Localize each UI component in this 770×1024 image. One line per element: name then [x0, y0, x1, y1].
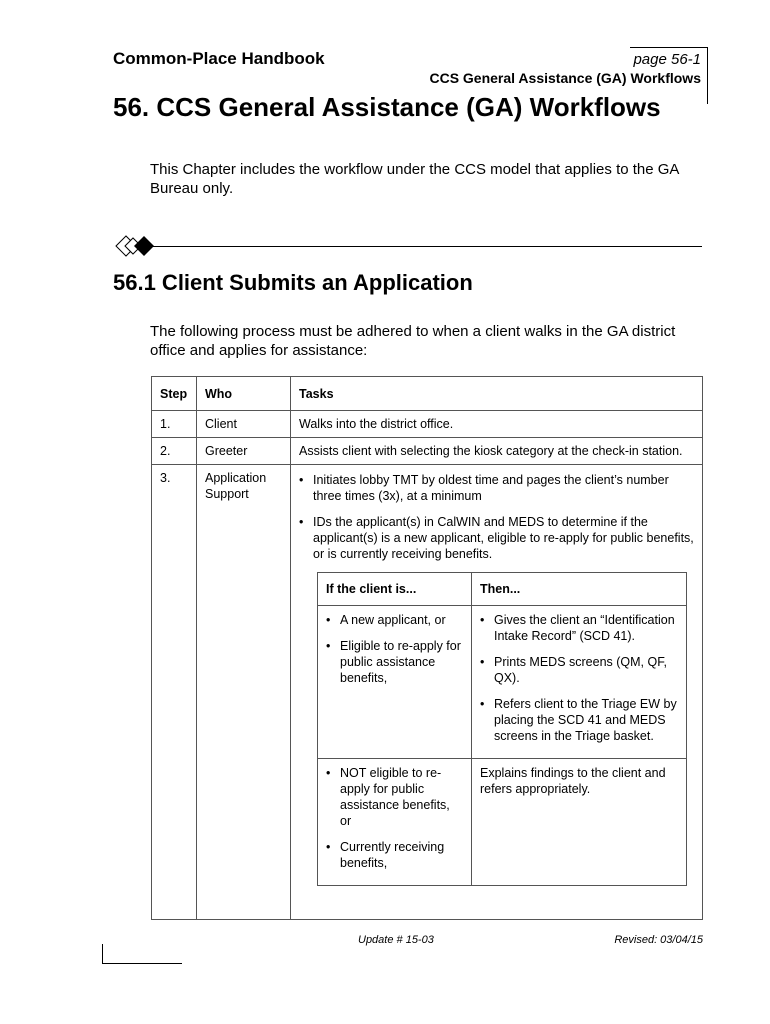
- table-row: [152, 411, 703, 438]
- footer-revised: Revised: 03/04/15: [614, 934, 703, 946]
- action-text: Refers client to the Triage EW by placing the SCD 41 and MEDS screens in the Triage basket.: [494, 697, 677, 743]
- bullet-icon: •: [299, 515, 304, 529]
- bullet-icon: •: [326, 766, 331, 780]
- action-cell: [472, 606, 687, 759]
- list-item: [326, 765, 463, 829]
- list-item: [326, 839, 463, 871]
- list-item: [299, 472, 694, 504]
- task-cell: Walks into the district office.: [291, 411, 703, 438]
- bullet-icon: •: [480, 613, 485, 627]
- table-row: [318, 606, 687, 759]
- action-cell: Explains findings to the client and refers appropriately.: [472, 759, 687, 886]
- condition-cell: [318, 606, 472, 759]
- bullet-icon: •: [326, 639, 331, 653]
- footer-rule-vertical: [102, 944, 103, 964]
- header-subtitle: CCS General Assistance (GA) Workflows: [429, 70, 701, 86]
- bullet-icon: •: [299, 473, 304, 487]
- bullet-icon: •: [480, 697, 485, 711]
- column-header-step: Step: [152, 377, 197, 411]
- condition-text: A new applicant, or: [340, 613, 446, 627]
- who-cell: Greeter: [197, 438, 291, 465]
- action-text: Gives the client an “Identification Intake Record” (SCD 41).: [494, 613, 675, 643]
- chapter-title: 56. CCS General Assistance (GA) Workflows: [113, 92, 661, 122]
- section-intro: The following process must be adhered to when a client walks in the GA district office and applies for assistance:: [150, 323, 676, 359]
- section-divider: [152, 246, 702, 247]
- header-rule-vertical: [707, 47, 708, 104]
- list-item: [299, 514, 694, 562]
- step-cell: 3.: [152, 465, 197, 920]
- bullet-icon: •: [326, 840, 331, 854]
- task-cell: [291, 465, 703, 920]
- decision-header-row: [318, 573, 687, 606]
- page-number: page 56-1: [633, 51, 701, 68]
- footer-update: Update # 15-03: [358, 934, 434, 946]
- task-bullet-text: IDs the applicant(s) in CalWIN and MEDS to determine if the applicant(s) is a new applicant, eligible to re-apply for public benefits, or is currently receiving benefits.: [313, 515, 694, 561]
- who-cell: Client: [197, 411, 291, 438]
- workflow-table: [151, 376, 703, 920]
- table-row: [152, 465, 703, 920]
- table-row: [152, 438, 703, 465]
- column-header-who: Who: [197, 377, 291, 411]
- section-title: 56.1 Client Submits an Application: [113, 270, 473, 295]
- chapter-intro: This Chapter includes the workflow under the CCS model that applies to the GA Bureau only.: [150, 161, 679, 197]
- bullet-icon: •: [480, 655, 485, 669]
- column-header-then: Then...: [472, 573, 687, 606]
- decision-table: [317, 572, 687, 886]
- list-item: [480, 696, 678, 744]
- who-cell: Application Support: [197, 465, 291, 920]
- condition-cell: [318, 759, 472, 886]
- step-cell: 2.: [152, 438, 197, 465]
- condition-text: Eligible to re-apply for public assistance benefits,: [340, 639, 461, 685]
- bullet-icon: •: [326, 613, 331, 627]
- list-item: [326, 638, 463, 686]
- task-cell: Assists client with selecting the kiosk category at the check-in station.: [291, 438, 703, 465]
- step-cell: 1.: [152, 411, 197, 438]
- list-item: [480, 654, 678, 686]
- list-item: [326, 612, 463, 628]
- column-header-tasks: Tasks: [291, 377, 703, 411]
- table-row: [318, 759, 687, 886]
- handbook-title: Common-Place Handbook: [113, 49, 325, 68]
- condition-text: NOT eligible to re-apply for public assistance benefits, or: [340, 766, 450, 828]
- table-header-row: [152, 377, 703, 411]
- condition-text: Currently receiving benefits,: [340, 840, 445, 870]
- column-header-if: If the client is...: [318, 573, 472, 606]
- list-item: [480, 612, 678, 644]
- task-bullet-text: Initiates lobby TMT by oldest time and pages the client’s number three times (3x), at a minimum: [313, 473, 669, 503]
- header-rule: [630, 47, 708, 48]
- action-text: Prints MEDS screens (QM, QF, QX).: [494, 655, 667, 685]
- footer-rule: [102, 963, 182, 964]
